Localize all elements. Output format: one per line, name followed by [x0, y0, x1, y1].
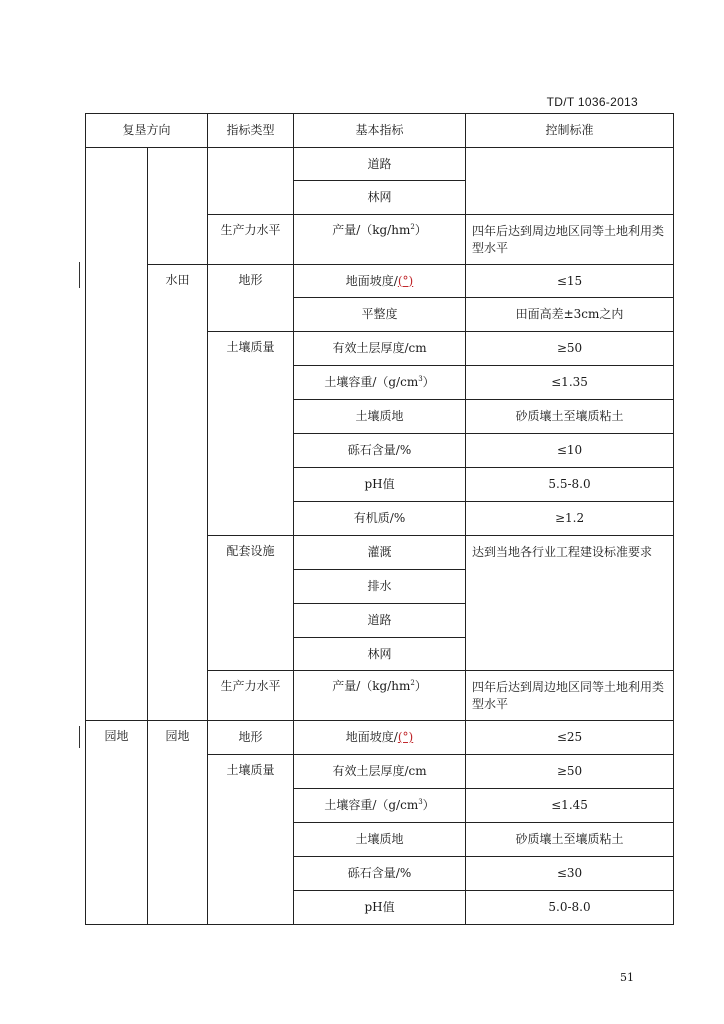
control-cell: 砂质壤土至壤质粘土 [466, 400, 674, 434]
table-row [86, 265, 674, 298]
superscript: 2 [410, 679, 415, 687]
indicator-cell: pH值 [294, 891, 466, 925]
control-cell: ≤15 [466, 265, 674, 298]
type-cell: 土壤质量 [208, 755, 294, 925]
header-control-standard: 控制标准 [466, 114, 674, 148]
control-cell: ≤1.45 [466, 789, 674, 823]
indicator-cell [294, 215, 466, 265]
control-cell: 5.0-8.0 [466, 891, 674, 925]
control-cell: 砂质壤土至壤质粘土 [466, 823, 674, 857]
control-cell: 四年后达到周边地区同等土地利用类型水平 [466, 215, 674, 265]
control-cell: ≤30 [466, 857, 674, 891]
indicator-text: ） [414, 679, 427, 693]
indicator-text: 产量/（kg/hm [332, 223, 411, 237]
type-cell [208, 148, 294, 215]
revised-text: (°) [397, 730, 414, 744]
indicator-cell: 林网 [294, 638, 466, 671]
type-cell: 配套设施 [208, 536, 294, 671]
control-cell: ≥50 [466, 332, 674, 366]
direction-cell [86, 148, 148, 721]
indicator-cell [294, 789, 466, 823]
indicator-text: 产量/（kg/hm [332, 679, 411, 693]
control-cell: 5.5-8.0 [466, 468, 674, 502]
control-cell [466, 148, 674, 215]
indicator-cell: 砾石含量/% [294, 434, 466, 468]
type-cell: 地形 [208, 721, 294, 755]
superscript: 3 [418, 375, 423, 383]
indicator-cell: 土壤质地 [294, 823, 466, 857]
indicator-cell: pH值 [294, 468, 466, 502]
type-cell: 生产力水平 [208, 671, 294, 721]
indicator-cell: 砾石含量/% [294, 857, 466, 891]
standard-code: TD/T 1036-2013 [546, 95, 638, 109]
indicator-cell [294, 671, 466, 721]
type-cell: 地形 [208, 265, 294, 332]
indicator-cell: 土壤质地 [294, 400, 466, 434]
revision-bar [79, 262, 80, 288]
control-cell: ≥50 [466, 755, 674, 789]
indicator-cell: 排水 [294, 570, 466, 604]
type-cell: 生产力水平 [208, 215, 294, 265]
control-cell: ≥1.2 [466, 502, 674, 536]
page-number: 51 [620, 971, 634, 984]
header-indicator-type: 指标类型 [208, 114, 294, 148]
revised-text: (°) [397, 273, 414, 288]
superscript: 3 [418, 798, 423, 806]
direction-cell: 园地 [86, 721, 148, 925]
control-cell: ≤25 [466, 721, 674, 755]
indicator-cell [294, 721, 466, 755]
indicator-cell: 有效土层厚度/cm [294, 332, 466, 366]
indicator-cell: 平整度 [294, 298, 466, 332]
subtype-cell: 水田 [148, 265, 208, 721]
superscript: 2 [410, 223, 415, 231]
indicator-text: 地面坡度/ [345, 730, 398, 744]
header-basic-indicator: 基本指标 [294, 114, 466, 148]
indicator-cell: 林网 [294, 181, 466, 215]
indicator-cell: 有机质/% [294, 502, 466, 536]
indicator-cell: 有效土层厚度/cm [294, 755, 466, 789]
indicator-cell [294, 366, 466, 400]
revision-bar [79, 726, 80, 748]
control-cell: 田面高差±3cm之内 [466, 298, 674, 332]
indicator-cell: 道路 [294, 148, 466, 181]
indicator-text: ） [422, 798, 435, 812]
subtype-cell [148, 148, 208, 265]
reclamation-standard-table [85, 113, 674, 925]
control-cell: ≤10 [466, 434, 674, 468]
control-cell: 四年后达到周边地区同等土地利用类型水平 [466, 671, 674, 721]
table-row [86, 148, 674, 181]
control-cell: 达到当地各行业工程建设标准要求 [466, 536, 674, 671]
header-direction: 复垦方向 [86, 114, 208, 148]
indicator-text: 土壤容重/（g/cm [324, 798, 419, 812]
indicator-text: 地面坡度/ [345, 273, 398, 288]
indicator-text: ） [414, 223, 427, 237]
indicator-cell: 灌溉 [294, 536, 466, 570]
subtype-cell: 园地 [148, 721, 208, 925]
indicator-text: ） [422, 375, 435, 389]
table-header-row [86, 114, 674, 148]
control-cell: ≤1.35 [466, 366, 674, 400]
table-row [86, 721, 674, 755]
indicator-text: 土壤容重/（g/cm [324, 375, 419, 389]
type-cell: 土壤质量 [208, 332, 294, 536]
indicator-cell: 道路 [294, 604, 466, 638]
indicator-cell [294, 265, 466, 298]
